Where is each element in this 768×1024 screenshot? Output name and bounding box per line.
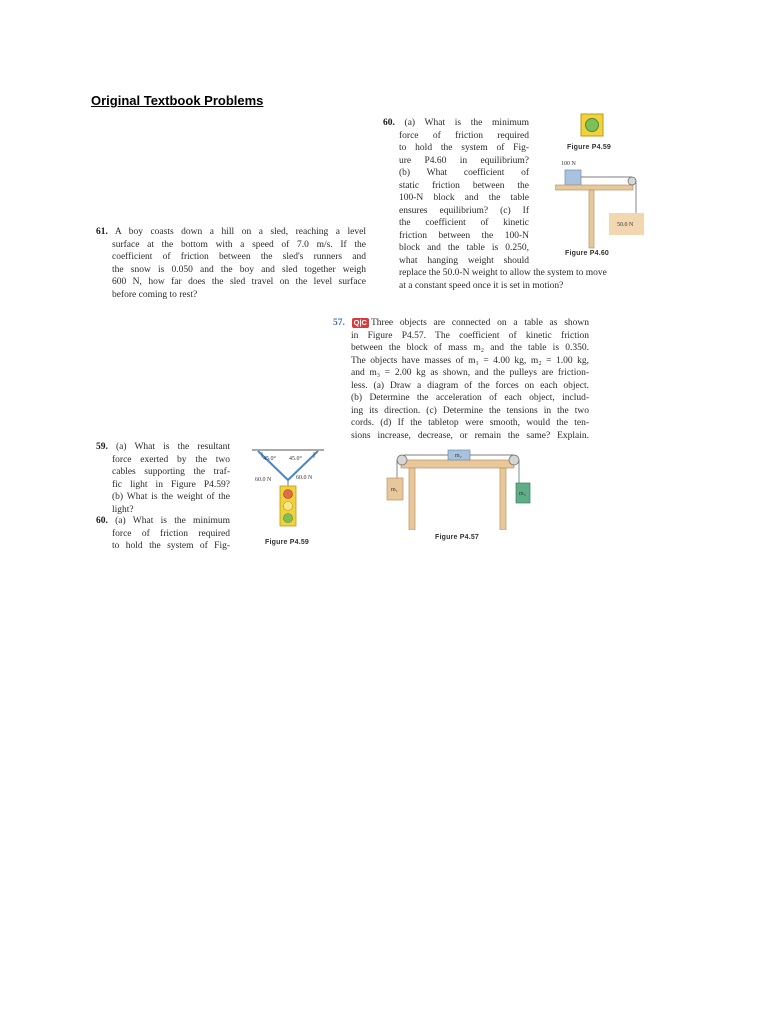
traffic-light-yellow-lamp xyxy=(284,502,293,511)
figure-p457-caption: Figure P4.57 xyxy=(435,534,480,541)
problem-59-line: 59. (a) What is the resultant xyxy=(96,442,230,452)
problem-57 xyxy=(333,317,589,442)
problem-number: 61. xyxy=(96,227,108,237)
problem-57-line: sions increase, decrease, or remain the same? Explain. xyxy=(351,430,589,441)
problem-60-top-line: 100-N block and the table xyxy=(399,193,529,203)
table-top xyxy=(555,185,633,190)
problem-61-line: 61. A boy coasts down a hill on a sled, reaching a level xyxy=(96,227,366,237)
page-heading: Original Textbook Problems xyxy=(91,93,264,108)
figure-p457 xyxy=(382,448,532,530)
figure-p459-bottom xyxy=(252,448,324,532)
table-leg-left xyxy=(409,468,415,530)
pulley-left xyxy=(397,455,407,465)
problem-61-line: the snow is 0.050 and the boy and sled together weigh xyxy=(112,264,366,275)
traffic-light-green-lamp xyxy=(284,514,293,523)
table-leg-right xyxy=(500,468,506,530)
problem-59-line: light? xyxy=(112,504,134,515)
problem-60-top-line: to hold the system of Fig- xyxy=(399,143,529,153)
traffic-light-red-lamp xyxy=(284,490,293,499)
problem-61-line: before coming to rest? xyxy=(112,289,198,300)
label-m2: m₂ xyxy=(455,453,462,459)
problem-57-line: and m₃ = 2.00 kg as shown, and the pulleys are friction- xyxy=(351,368,589,378)
problem-60-top-line: ure P4.60 in equilibrium? xyxy=(399,155,529,166)
angle-right-label: 45.0° xyxy=(289,456,302,462)
problem-60-bottom-line: force of friction required xyxy=(112,528,230,539)
traffic-light-green-lamp xyxy=(586,119,599,132)
problem-60-top-wide xyxy=(399,267,649,292)
problem-60-top-line: the coefficient of kinetic xyxy=(399,218,529,228)
figure-p460 xyxy=(555,158,645,250)
figure-p460-label-100: 100 N xyxy=(561,161,576,167)
problem-61 xyxy=(96,226,366,301)
problem-57-line: between the block of mass m₂ and the table is 0.350. xyxy=(351,343,589,353)
figure-p459-bottom-caption: Figure P4.59 xyxy=(265,539,310,546)
problem-60-top xyxy=(383,117,529,267)
problem-59 xyxy=(96,441,230,516)
problem-61-line: surface at the bottom with a speed of 7.0 m/s. If the xyxy=(112,239,366,250)
figure-p459-top xyxy=(580,113,604,137)
table-leg xyxy=(589,190,594,248)
problem-57-line: The objects have masses of m₁ = 4.00 kg, m₂ = 1.00 kg, xyxy=(351,355,589,366)
figure-p460-label-50: 50.0 N xyxy=(617,222,634,228)
problem-57-line: ing its direction. (c) Determine the tensions in the two xyxy=(351,405,589,416)
problem-60-bottom xyxy=(96,515,230,553)
problem-57-line: cords. (d) If the tabletop were smooth, would the ten- xyxy=(351,418,589,428)
problem-61-line: 600 N, how far does the sled travel on the level surface xyxy=(112,277,366,287)
problem-60-top-line: what hanging weight should xyxy=(399,255,529,266)
force-right-label: 60.0 N xyxy=(296,475,313,481)
problem-60-top-line: ensures equilibrium? (c) If xyxy=(399,205,529,216)
problem-59-line: fic light in Figure P4.59? xyxy=(112,479,230,490)
problem-59-line: force exerted by the two xyxy=(112,454,230,465)
figure-p459-top-caption: Figure P4.59 xyxy=(567,144,612,151)
table-top xyxy=(401,460,514,468)
block-100n xyxy=(565,170,581,185)
problem-59-line: cables supporting the traf- xyxy=(112,467,230,477)
label-m3: m₃ xyxy=(519,491,526,497)
force-left-label: 60.0 N xyxy=(255,477,272,483)
problem-60-top-line: block and the table is 0.250, xyxy=(399,243,529,253)
problem-57-line: 57. Q|C Three objects are connected on a table as shown xyxy=(333,318,590,328)
angle-left-label: 45.0° xyxy=(263,456,276,462)
label-m1: m₁ xyxy=(391,487,398,493)
problem-60-top-line: force of friction required xyxy=(399,130,529,141)
problem-59-line: (b) What is the weight of the xyxy=(112,492,230,502)
problem-number: 60. xyxy=(383,118,395,128)
pulley-right xyxy=(509,455,519,465)
problem-57-line: (b) Determine the acceleration of each object, includ- xyxy=(351,393,589,403)
problem-60-top-line: (b) What coefficient of xyxy=(399,168,529,178)
problem-number: 57. xyxy=(333,318,345,328)
problem-60-bottom-line: 60. (a) What is the minimum xyxy=(96,516,230,526)
problem-57-line: in Figure P4.57. The coefficient of kinetic friction xyxy=(351,330,589,341)
figure-p460-caption: Figure P4.60 xyxy=(565,250,610,257)
problem-60-top-line: at a constant speed once it is set in motion? xyxy=(399,280,564,291)
problem-number: 59. xyxy=(96,442,108,452)
problem-61-line: coefficient of friction between the sled's runners and xyxy=(112,252,366,262)
problem-57-line: less. (a) Draw a diagram of the forces on each object. xyxy=(351,380,589,391)
problem-number: 60. xyxy=(96,516,108,526)
problem-60-top-line: friction between the 100-N xyxy=(399,230,529,241)
pulley xyxy=(628,177,636,185)
problem-60-top-line: replace the 50.0-N weight to allow the system to move xyxy=(399,268,607,278)
problem-60-top-line: 60. (a) What is the minimum xyxy=(383,118,529,128)
problem-60-top-line: static friction between the xyxy=(399,180,529,191)
problem-60-bottom-line: to hold the system of Fig- xyxy=(112,541,230,551)
qic-badge: Q|C xyxy=(353,318,367,327)
